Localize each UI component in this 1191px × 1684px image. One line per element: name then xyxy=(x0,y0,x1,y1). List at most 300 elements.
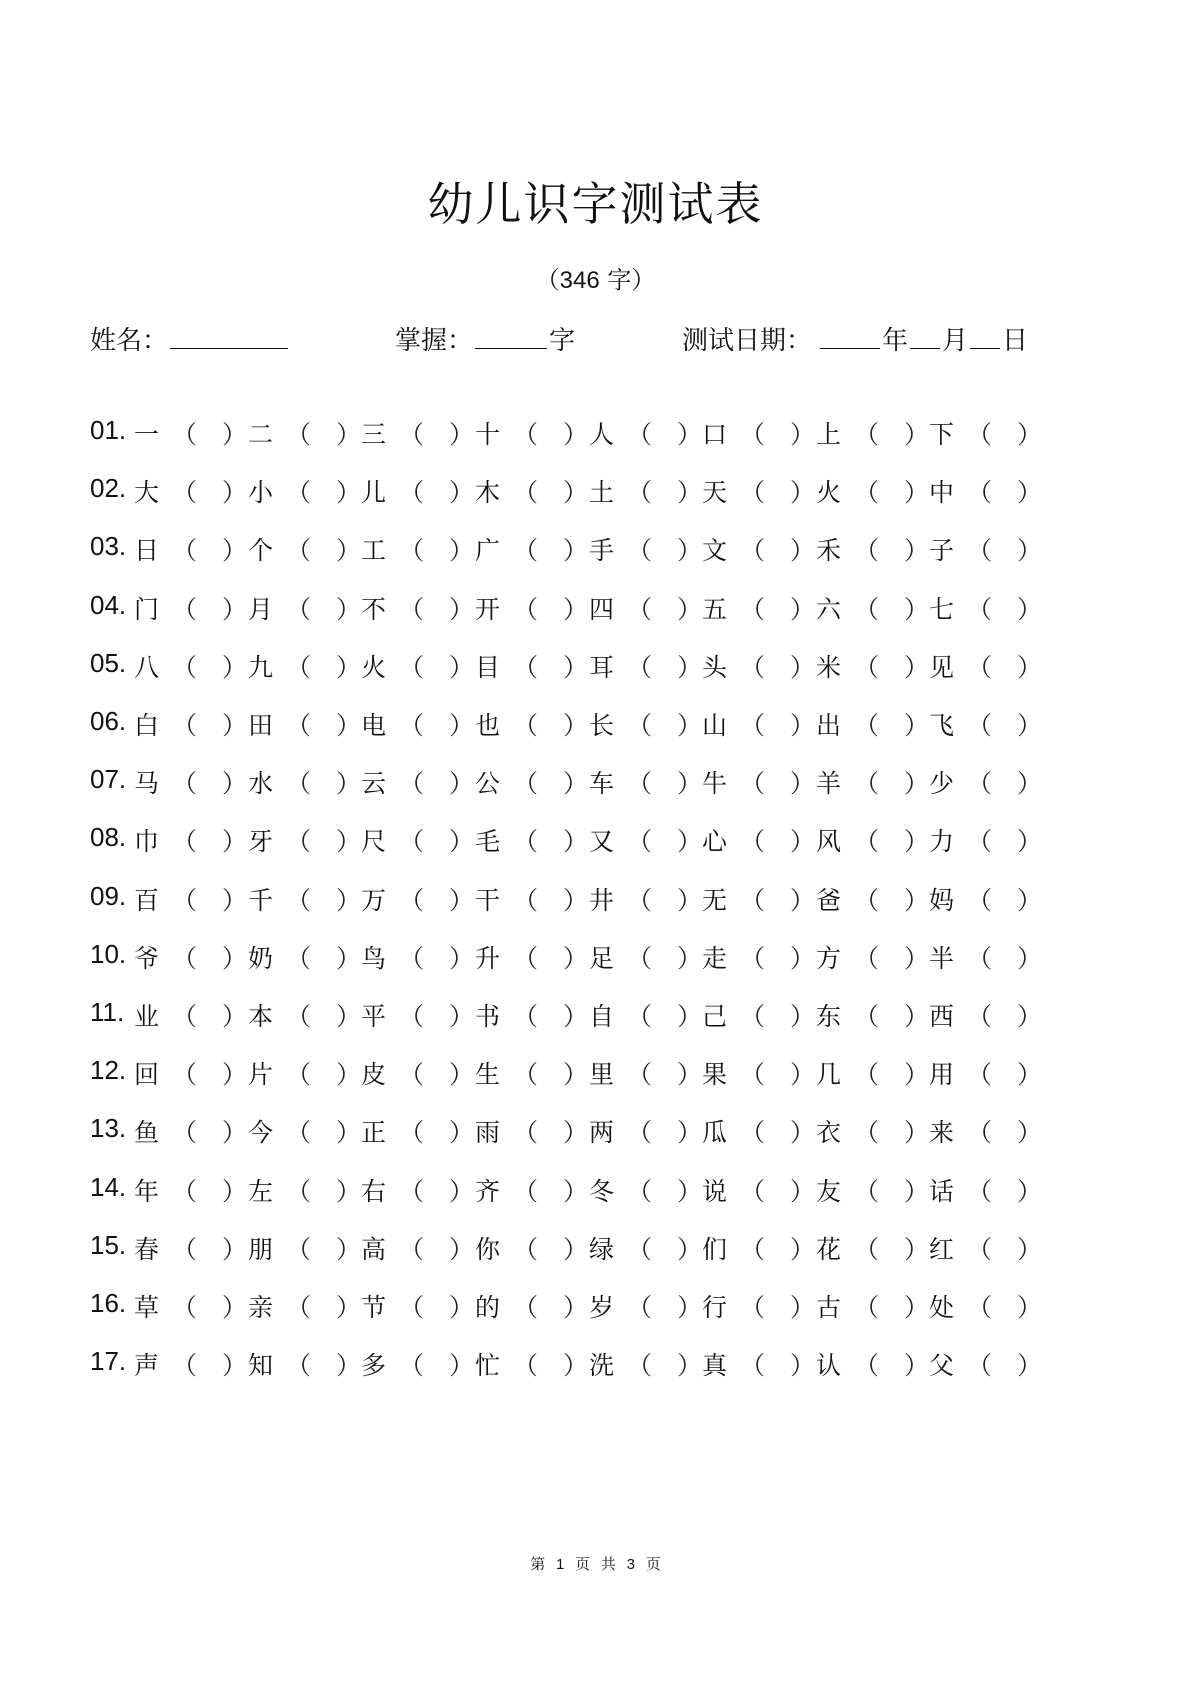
answer-paren-close[interactable]: ） xyxy=(563,1118,589,1148)
answer-paren-open[interactable]: （ xyxy=(627,652,653,682)
answer-paren-open[interactable]: （ xyxy=(172,652,198,682)
answer-paren-close[interactable]: ） xyxy=(677,885,703,915)
answer-paren-open[interactable]: （ xyxy=(172,1118,198,1148)
answer-paren-open[interactable]: （ xyxy=(513,1002,539,1031)
answer-paren-close[interactable]: ） xyxy=(1017,1351,1043,1381)
answer-paren-close[interactable]: ） xyxy=(563,1351,589,1381)
answer-paren-close[interactable]: ） xyxy=(563,1176,589,1206)
answer-paren-close[interactable]: ） xyxy=(563,478,589,508)
answer-paren-open[interactable]: （ xyxy=(854,827,880,857)
answer-paren-open[interactable]: （ xyxy=(513,827,539,857)
answer-paren-close[interactable]: ） xyxy=(449,478,475,508)
answer-paren-open[interactable]: （ xyxy=(967,1234,993,1264)
answer-paren-open[interactable]: （ xyxy=(854,420,880,449)
answer-paren-close[interactable]: ） xyxy=(677,594,703,624)
answer-paren-open[interactable]: （ xyxy=(172,885,198,915)
answer-paren-close[interactable]: ） xyxy=(677,1176,703,1206)
answer-paren-close[interactable]: ） xyxy=(449,1293,475,1322)
answer-paren-close[interactable]: ） xyxy=(904,1351,930,1381)
answer-paren-close[interactable]: ） xyxy=(336,1118,362,1148)
answer-paren-open[interactable]: （ xyxy=(627,1176,653,1206)
answer-paren-open[interactable]: （ xyxy=(172,1176,198,1206)
answer-paren-close[interactable]: ） xyxy=(904,1002,930,1031)
answer-paren-close[interactable]: ） xyxy=(222,1293,248,1322)
row-number: 07. xyxy=(90,764,127,795)
answer-paren-open[interactable]: （ xyxy=(286,1002,312,1031)
answer-paren-close[interactable]: ） xyxy=(677,420,703,449)
answer-paren-close[interactable]: ） xyxy=(790,943,816,973)
answer-paren-close[interactable]: ） xyxy=(677,827,703,857)
answer-paren-close[interactable]: ） xyxy=(449,652,475,682)
answer-paren-open[interactable]: （ xyxy=(740,711,766,740)
answer-paren-close[interactable]: ） xyxy=(222,1002,248,1031)
answer-paren-close[interactable]: ） xyxy=(677,478,703,508)
test-character: 开 xyxy=(475,594,501,624)
test-character: 足 xyxy=(589,943,615,973)
answer-paren-close[interactable]: ） xyxy=(449,420,475,449)
answer-paren-open[interactable]: （ xyxy=(513,536,539,566)
answer-paren-close[interactable]: ） xyxy=(904,1234,930,1264)
answer-paren-open[interactable]: （ xyxy=(627,1351,653,1381)
answer-paren-close[interactable]: ） xyxy=(1017,1060,1043,1090)
answer-paren-open[interactable]: （ xyxy=(399,885,425,915)
answer-paren-open[interactable]: （ xyxy=(627,420,653,449)
answer-paren-open[interactable]: （ xyxy=(286,885,312,915)
answer-paren-close[interactable]: ） xyxy=(904,827,930,857)
answer-paren-open[interactable]: （ xyxy=(967,652,993,682)
answer-paren-close[interactable]: ） xyxy=(904,1176,930,1206)
answer-paren-close[interactable]: ） xyxy=(336,1234,362,1264)
answer-paren-open[interactable]: （ xyxy=(513,420,539,449)
answer-paren-close[interactable]: ） xyxy=(449,1002,475,1031)
answer-paren-close[interactable]: ） xyxy=(336,885,362,915)
answer-paren-close[interactable]: ） xyxy=(222,652,248,682)
answer-paren-open[interactable]: （ xyxy=(854,652,880,682)
answer-paren-open[interactable]: （ xyxy=(740,1002,766,1031)
answer-paren-close[interactable]: ） xyxy=(336,943,362,973)
answer-paren-close[interactable]: ） xyxy=(563,536,589,566)
test-character: 生 xyxy=(475,1060,501,1090)
answer-paren-close[interactable]: ） xyxy=(790,1060,816,1090)
answer-paren-open[interactable]: （ xyxy=(172,594,198,624)
answer-paren-close[interactable]: ） xyxy=(677,536,703,566)
answer-paren-close[interactable]: ） xyxy=(904,1060,930,1090)
answer-paren-open[interactable]: （ xyxy=(399,1118,425,1148)
answer-paren-close[interactable]: ） xyxy=(449,711,475,740)
answer-paren-open[interactable]: （ xyxy=(286,652,312,682)
answer-paren-close[interactable]: ） xyxy=(790,478,816,508)
answer-paren-close[interactable]: ） xyxy=(677,1118,703,1148)
answer-paren-open[interactable]: （ xyxy=(399,1293,425,1322)
test-character: 水 xyxy=(248,769,274,799)
answer-paren-close[interactable]: ） xyxy=(790,1118,816,1148)
answer-paren-open[interactable]: （ xyxy=(627,1234,653,1264)
answer-paren-open[interactable]: （ xyxy=(854,1176,880,1206)
answer-paren-open[interactable]: （ xyxy=(740,594,766,624)
answer-paren-close[interactable]: ） xyxy=(336,652,362,682)
answer-paren-close[interactable]: ） xyxy=(790,827,816,857)
answer-paren-open[interactable]: （ xyxy=(740,652,766,682)
answer-paren-close[interactable]: ） xyxy=(222,594,248,624)
answer-paren-close[interactable]: ） xyxy=(677,652,703,682)
answer-paren-close[interactable]: ） xyxy=(904,943,930,973)
answer-paren-open[interactable]: （ xyxy=(627,478,653,508)
answer-paren-close[interactable]: ） xyxy=(336,1176,362,1206)
answer-paren-close[interactable]: ） xyxy=(1017,711,1043,740)
answer-paren-open[interactable]: （ xyxy=(740,536,766,566)
answer-paren-open[interactable]: （ xyxy=(854,1002,880,1031)
answer-paren-open[interactable]: （ xyxy=(854,769,880,799)
answer-paren-open[interactable]: （ xyxy=(854,1293,880,1322)
answer-paren-close[interactable]: ） xyxy=(1017,885,1043,915)
answer-paren-open[interactable]: （ xyxy=(854,1060,880,1090)
answer-paren-open[interactable]: （ xyxy=(286,1060,312,1090)
answer-paren-open[interactable]: （ xyxy=(286,827,312,857)
answer-paren-open[interactable]: （ xyxy=(399,943,425,973)
answer-paren-open[interactable]: （ xyxy=(513,885,539,915)
day-blank[interactable] xyxy=(970,320,1000,349)
answer-paren-open[interactable]: （ xyxy=(627,769,653,799)
answer-paren-open[interactable]: （ xyxy=(172,536,198,566)
answer-paren-close[interactable]: ） xyxy=(790,711,816,740)
answer-paren-open[interactable]: （ xyxy=(967,1351,993,1381)
answer-paren-close[interactable]: ） xyxy=(563,827,589,857)
answer-paren-open[interactable]: （ xyxy=(740,943,766,973)
answer-paren-open[interactable]: （ xyxy=(513,1176,539,1206)
answer-paren-close[interactable]: ） xyxy=(222,478,248,508)
answer-paren-close[interactable]: ） xyxy=(677,943,703,973)
answer-paren-open[interactable]: （ xyxy=(854,594,880,624)
answer-paren-close[interactable]: ） xyxy=(336,594,362,624)
answer-paren-close[interactable]: ） xyxy=(222,420,248,449)
answer-paren-open[interactable]: （ xyxy=(740,478,766,508)
answer-paren-open[interactable]: （ xyxy=(627,711,653,740)
answer-paren-open[interactable]: （ xyxy=(172,1293,198,1322)
answer-paren-open[interactable]: （ xyxy=(627,885,653,915)
answer-paren-open[interactable]: （ xyxy=(286,420,312,449)
test-character: 你 xyxy=(475,1234,501,1264)
answer-paren-close[interactable]: ） xyxy=(449,827,475,857)
answer-paren-close[interactable]: ） xyxy=(449,536,475,566)
answer-paren-open[interactable]: （ xyxy=(627,943,653,973)
answer-paren-open[interactable]: （ xyxy=(172,1234,198,1264)
answer-paren-open[interactable]: （ xyxy=(967,943,993,973)
answer-paren-open[interactable]: （ xyxy=(172,420,198,449)
test-character: 个 xyxy=(248,536,274,566)
answer-paren-open[interactable]: （ xyxy=(286,769,312,799)
answer-paren-open[interactable]: （ xyxy=(399,536,425,566)
answer-paren-open[interactable]: （ xyxy=(967,1176,993,1206)
answer-paren-close[interactable]: ） xyxy=(336,1060,362,1090)
answer-paren-close[interactable]: ） xyxy=(336,478,362,508)
answer-paren-open[interactable]: （ xyxy=(286,1351,312,1381)
answer-paren-close[interactable]: ） xyxy=(563,943,589,973)
test-character: 口 xyxy=(702,420,728,449)
answer-paren-close[interactable]: ） xyxy=(222,536,248,566)
answer-paren-close[interactable]: ） xyxy=(1017,594,1043,624)
answer-paren-open[interactable]: （ xyxy=(513,1118,539,1148)
answer-paren-close[interactable]: ） xyxy=(904,420,930,449)
answer-paren-close[interactable]: ） xyxy=(677,1351,703,1381)
answer-paren-close[interactable]: ） xyxy=(222,885,248,915)
answer-paren-open[interactable]: （ xyxy=(399,594,425,624)
month-blank[interactable] xyxy=(910,320,940,349)
answer-paren-open[interactable]: （ xyxy=(399,827,425,857)
answer-paren-open[interactable]: （ xyxy=(172,827,198,857)
test-character: 们 xyxy=(702,1234,728,1264)
answer-paren-close[interactable]: ） xyxy=(790,594,816,624)
answer-paren-open[interactable]: （ xyxy=(286,1118,312,1148)
test-character: 山 xyxy=(702,711,728,740)
answer-paren-close[interactable]: ） xyxy=(449,1176,475,1206)
answer-paren-open[interactable]: （ xyxy=(399,711,425,740)
answer-paren-close[interactable]: ） xyxy=(1017,943,1043,973)
answer-paren-close[interactable]: ） xyxy=(449,594,475,624)
answer-paren-open[interactable]: （ xyxy=(172,1060,198,1090)
answer-paren-open[interactable]: （ xyxy=(740,769,766,799)
answer-paren-open[interactable]: （ xyxy=(967,420,993,449)
answer-paren-open[interactable]: （ xyxy=(627,1002,653,1031)
answer-paren-close[interactable]: ） xyxy=(790,1176,816,1206)
answer-paren-open[interactable]: （ xyxy=(286,594,312,624)
answer-paren-open[interactable]: （ xyxy=(513,1234,539,1264)
answer-paren-open[interactable]: （ xyxy=(967,1002,993,1031)
answer-paren-open[interactable]: （ xyxy=(172,943,198,973)
answer-paren-open[interactable]: （ xyxy=(854,1118,880,1148)
answer-paren-close[interactable]: ） xyxy=(1017,420,1043,449)
answer-paren-close[interactable]: ） xyxy=(1017,1118,1043,1148)
answer-paren-open[interactable]: （ xyxy=(740,1293,766,1322)
answer-paren-open[interactable]: （ xyxy=(513,652,539,682)
answer-paren-close[interactable]: ） xyxy=(1017,1002,1043,1031)
answer-paren-open[interactable]: （ xyxy=(740,1234,766,1264)
answer-paren-close[interactable]: ） xyxy=(1017,827,1043,857)
answer-paren-open[interactable]: （ xyxy=(967,1293,993,1322)
year-blank[interactable] xyxy=(820,320,880,349)
answer-paren-close[interactable]: ） xyxy=(336,1293,362,1322)
answer-paren-open[interactable]: （ xyxy=(399,1351,425,1381)
answer-paren-open[interactable]: （ xyxy=(967,827,993,857)
answer-paren-open[interactable]: （ xyxy=(399,1234,425,1264)
answer-paren-open[interactable]: （ xyxy=(286,1176,312,1206)
answer-paren-open[interactable]: （ xyxy=(627,536,653,566)
answer-paren-open[interactable]: （ xyxy=(854,943,880,973)
answer-paren-open[interactable]: （ xyxy=(513,769,539,799)
answer-paren-close[interactable]: ） xyxy=(677,711,703,740)
answer-paren-close[interactable]: ） xyxy=(677,1234,703,1264)
answer-paren-close[interactable]: ） xyxy=(449,885,475,915)
test-character: 用 xyxy=(929,1060,955,1090)
test-character: 妈 xyxy=(929,885,955,915)
answer-paren-close[interactable]: ） xyxy=(790,1351,816,1381)
answer-paren-open[interactable]: （ xyxy=(740,1176,766,1206)
answer-paren-close[interactable]: ） xyxy=(222,1118,248,1148)
answer-paren-close[interactable]: ） xyxy=(563,594,589,624)
answer-paren-close[interactable]: ） xyxy=(449,1351,475,1381)
answer-paren-close[interactable]: ） xyxy=(563,420,589,449)
answer-paren-close[interactable]: ） xyxy=(904,1293,930,1322)
answer-paren-open[interactable]: （ xyxy=(740,885,766,915)
answer-paren-open[interactable]: （ xyxy=(172,1002,198,1031)
answer-paren-close[interactable]: ） xyxy=(222,711,248,740)
answer-paren-close[interactable]: ） xyxy=(563,652,589,682)
answer-paren-open[interactable]: （ xyxy=(627,1118,653,1148)
answer-paren-open[interactable]: （ xyxy=(740,827,766,857)
answer-paren-close[interactable]: ） xyxy=(1017,478,1043,508)
answer-paren-open[interactable]: （ xyxy=(967,711,993,740)
answer-paren-open[interactable]: （ xyxy=(513,1060,539,1090)
test-character: 也 xyxy=(475,711,501,740)
answer-paren-close[interactable]: ） xyxy=(336,1351,362,1381)
answer-paren-close[interactable]: ） xyxy=(677,1060,703,1090)
answer-paren-close[interactable]: ） xyxy=(904,769,930,799)
answer-paren-close[interactable]: ） xyxy=(904,711,930,740)
answer-paren-open[interactable]: （ xyxy=(286,1234,312,1264)
answer-paren-open[interactable]: （ xyxy=(399,1176,425,1206)
answer-paren-open[interactable]: （ xyxy=(399,652,425,682)
answer-paren-open[interactable]: （ xyxy=(740,420,766,449)
answer-paren-close[interactable]: ） xyxy=(1017,652,1043,682)
answer-paren-open[interactable]: （ xyxy=(513,1351,539,1381)
answer-paren-close[interactable]: ） xyxy=(449,1234,475,1264)
test-character: 本 xyxy=(248,1002,274,1031)
answer-paren-close[interactable]: ） xyxy=(904,594,930,624)
answer-paren-open[interactable]: （ xyxy=(399,420,425,449)
answer-paren-close[interactable]: ） xyxy=(790,652,816,682)
answer-paren-open[interactable]: （ xyxy=(627,1293,653,1322)
answer-paren-close[interactable]: ） xyxy=(790,1002,816,1031)
answer-paren-open[interactable]: （ xyxy=(172,769,198,799)
answer-paren-close[interactable]: ） xyxy=(563,711,589,740)
answer-paren-close[interactable]: ） xyxy=(336,711,362,740)
answer-paren-open[interactable]: （ xyxy=(286,711,312,740)
answer-paren-close[interactable]: ） xyxy=(790,536,816,566)
test-character: 羊 xyxy=(816,769,842,799)
answer-paren-close[interactable]: ） xyxy=(336,769,362,799)
answer-paren-open[interactable]: （ xyxy=(513,594,539,624)
answer-paren-close[interactable]: ） xyxy=(563,885,589,915)
answer-paren-close[interactable]: ） xyxy=(790,769,816,799)
answer-paren-close[interactable]: ） xyxy=(790,885,816,915)
answer-paren-open[interactable]: （ xyxy=(967,769,993,799)
answer-paren-open[interactable]: （ xyxy=(627,827,653,857)
answer-paren-open[interactable]: （ xyxy=(967,885,993,915)
answer-paren-close[interactable]: ） xyxy=(222,943,248,973)
answer-paren-open[interactable]: （ xyxy=(399,769,425,799)
answer-paren-close[interactable]: ） xyxy=(904,652,930,682)
answer-paren-close[interactable]: ） xyxy=(449,1118,475,1148)
answer-paren-close[interactable]: ） xyxy=(222,769,248,799)
answer-paren-close[interactable]: ） xyxy=(904,885,930,915)
answer-paren-open[interactable]: （ xyxy=(627,1060,653,1090)
answer-paren-open[interactable]: （ xyxy=(399,478,425,508)
answer-paren-open[interactable]: （ xyxy=(513,943,539,973)
answer-paren-open[interactable]: （ xyxy=(967,478,993,508)
answer-paren-open[interactable]: （ xyxy=(627,594,653,624)
mastered-blank[interactable] xyxy=(475,320,547,349)
answer-paren-close[interactable]: ） xyxy=(790,1293,816,1322)
answer-paren-open[interactable]: （ xyxy=(513,1293,539,1322)
answer-paren-open[interactable]: （ xyxy=(854,536,880,566)
answer-paren-open[interactable]: （ xyxy=(854,478,880,508)
answer-paren-close[interactable]: ） xyxy=(1017,1234,1043,1264)
answer-paren-open[interactable]: （ xyxy=(854,711,880,740)
answer-paren-close[interactable]: ） xyxy=(1017,1293,1043,1322)
answer-paren-open[interactable]: （ xyxy=(967,1060,993,1090)
answer-paren-close[interactable]: ） xyxy=(449,769,475,799)
answer-paren-open[interactable]: （ xyxy=(854,1351,880,1381)
answer-paren-open[interactable]: （ xyxy=(967,1118,993,1148)
answer-paren-close[interactable]: ） xyxy=(563,769,589,799)
answer-paren-close[interactable]: ） xyxy=(790,420,816,449)
answer-paren-close[interactable]: ） xyxy=(677,769,703,799)
answer-paren-open[interactable]: （ xyxy=(854,885,880,915)
test-character: 齐 xyxy=(475,1176,501,1206)
answer-paren-close[interactable]: ） xyxy=(563,1060,589,1090)
test-character: 正 xyxy=(361,1118,387,1148)
answer-paren-close[interactable]: ） xyxy=(677,1002,703,1031)
test-character: 一 xyxy=(134,420,160,449)
answer-paren-open[interactable]: （ xyxy=(740,1118,766,1148)
answer-paren-open[interactable]: （ xyxy=(286,1293,312,1322)
test-character: 上 xyxy=(816,420,842,449)
answer-paren-close[interactable]: ） xyxy=(222,1234,248,1264)
answer-paren-close[interactable]: ） xyxy=(1017,536,1043,566)
answer-paren-close[interactable]: ） xyxy=(336,536,362,566)
answer-paren-open[interactable]: （ xyxy=(172,1351,198,1381)
answer-paren-close[interactable]: ） xyxy=(790,1234,816,1264)
test-character: 皮 xyxy=(361,1060,387,1090)
answer-paren-open[interactable]: （ xyxy=(399,1060,425,1090)
answer-paren-close[interactable]: ） xyxy=(449,1060,475,1090)
row-number: 11. xyxy=(90,997,125,1027)
answer-paren-open[interactable]: （ xyxy=(967,536,993,566)
answer-paren-open[interactable]: （ xyxy=(172,711,198,740)
answer-paren-close[interactable]: ） xyxy=(1017,769,1043,799)
answer-paren-open[interactable]: （ xyxy=(967,594,993,624)
answer-paren-open[interactable]: （ xyxy=(740,1060,766,1090)
answer-paren-close[interactable]: ） xyxy=(222,827,248,857)
answer-paren-open[interactable]: （ xyxy=(513,478,539,508)
answer-paren-open[interactable]: （ xyxy=(286,478,312,508)
answer-paren-open[interactable]: （ xyxy=(740,1351,766,1381)
answer-paren-close[interactable]: ） xyxy=(677,1293,703,1322)
answer-paren-open[interactable]: （ xyxy=(854,1234,880,1264)
answer-paren-open[interactable]: （ xyxy=(513,711,539,740)
answer-paren-open[interactable]: （ xyxy=(286,536,312,566)
answer-paren-close[interactable]: ） xyxy=(1017,1176,1043,1206)
name-blank[interactable] xyxy=(170,320,288,349)
answer-paren-close[interactable]: ） xyxy=(563,1002,589,1031)
answer-paren-close[interactable]: ） xyxy=(904,1118,930,1148)
answer-paren-close[interactable]: ） xyxy=(563,1293,589,1322)
answer-paren-close[interactable]: ） xyxy=(222,1060,248,1090)
answer-paren-close[interactable]: ） xyxy=(904,536,930,566)
answer-paren-close[interactable]: ） xyxy=(222,1351,248,1381)
answer-paren-close[interactable]: ） xyxy=(336,1002,362,1031)
answer-paren-open[interactable]: （ xyxy=(399,1002,425,1031)
answer-paren-close[interactable]: ） xyxy=(563,1234,589,1264)
answer-paren-close[interactable]: ） xyxy=(222,1176,248,1206)
answer-paren-close[interactable]: ） xyxy=(336,420,362,449)
answer-paren-open[interactable]: （ xyxy=(286,943,312,973)
answer-paren-close[interactable]: ） xyxy=(904,478,930,508)
row-number: 17. xyxy=(90,1346,127,1377)
answer-paren-close[interactable]: ） xyxy=(449,943,475,973)
test-character: 子 xyxy=(929,536,955,566)
answer-paren-close[interactable]: ） xyxy=(336,827,362,857)
answer-paren-open[interactable]: （ xyxy=(172,478,198,508)
